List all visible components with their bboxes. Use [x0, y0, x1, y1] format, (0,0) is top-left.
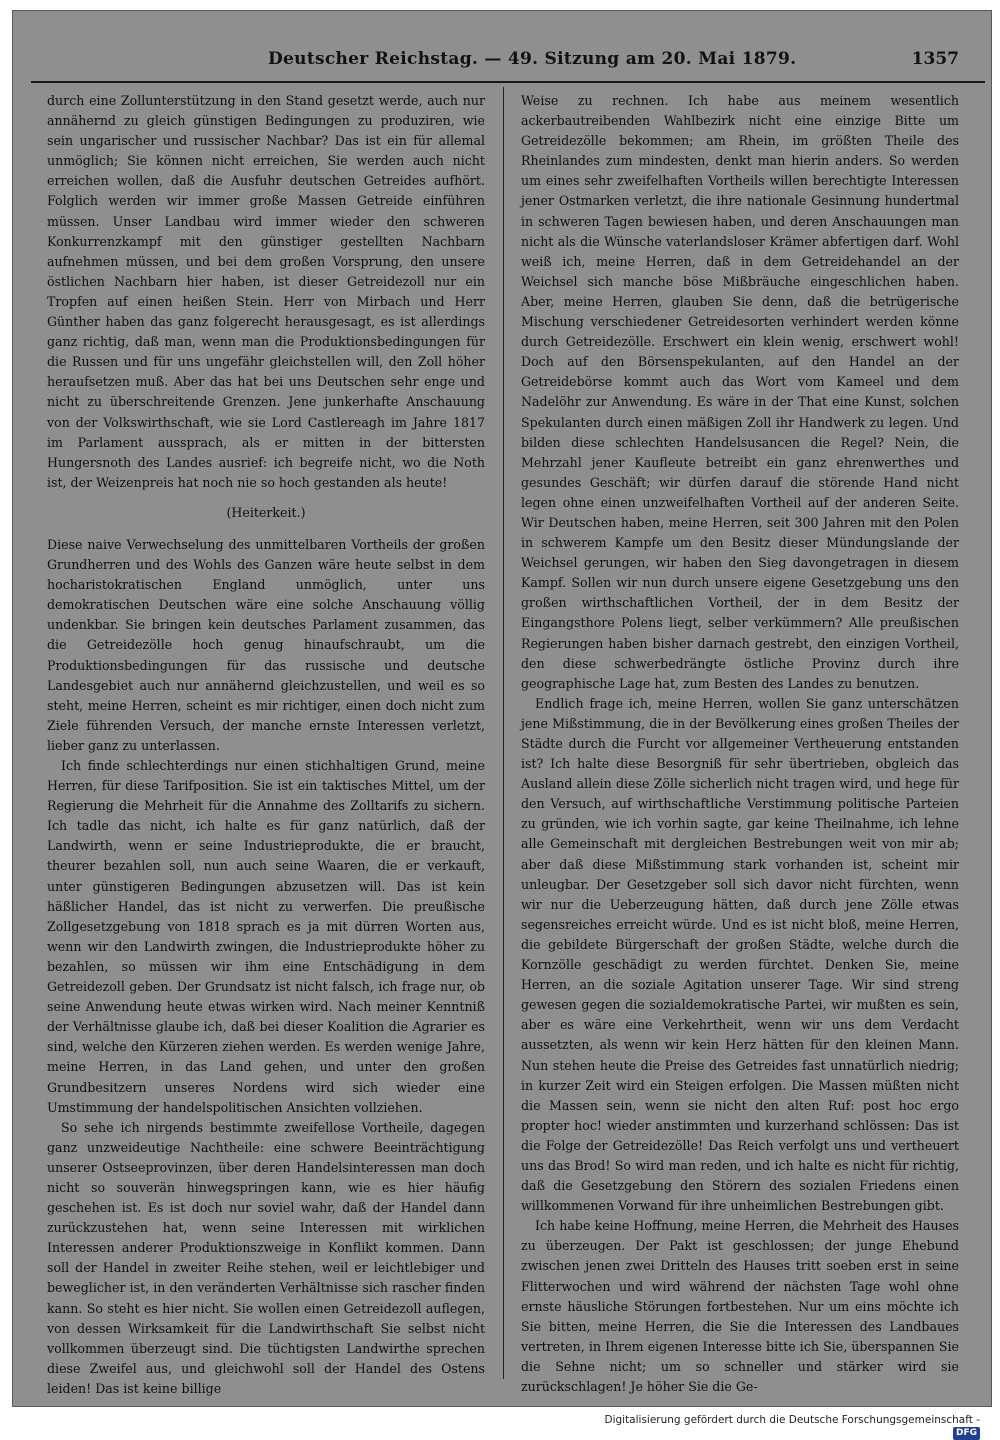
dfg-logo: DFG	[953, 1427, 980, 1440]
paragraph: Ich finde schlechterdings nur einen stichhaltigen Grund, meine Herren, für diese Tarifposition. Sie ist ein taktisches Mittel, um der Regierung die Mehrheit für die Annahme des Zolltarifs zu sichern. Ich tadle das nicht, ich halte es für ganz natürlich, daß der Landwirth, wenn er seine Industrieprodukte, die er braucht, theurer bezahlen soll, nun auch seine Waaren, die er verkauft, unter günstigeren Bedingungen abzusetzen will. Das ist kein häßlicher Handel, das ist nicht zu verwerfen. Die preußische Zollgesetzgebung von 1818 sprach es ja mit dürren Worten aus, wenn wir den Landwirth zwingen, die Industrieprodukte höher zu bezahlen, so müssen wir ihm eine Entschädigung in dem Getreidezoll geben. Der Grundsatz ist nicht falsch, ich frage nur, ob seine Anwendung heute etwas wirken wird. Nach meiner Kenntniß der Verhältnisse glaube ich, daß bei dieser Koalition die Agrarier es sind, welche den Kürzeren ziehen werden. Es werden wenige Jahre, meine Herren, in das Land gehen, und unter den großen Grundbesitzern unseres Nordens wird sich wieder eine Umstimmung der handelspolitischen Ansichten vollziehen.	[47, 758, 485, 1115]
paragraph: Endlich frage ich, meine Herren, wollen Sie ganz unterschätzen jene Mißstimmung, die in der Bevölkerung eines großen Theiles der Städte durch die Furcht vor allgemeiner Vertheuerung entstanden ist? Ich halte diese Besorgniß für sehr übertrieben, obgleich das Ausland allein diese Zölle sicherlich nicht tragen wird, und hege für den Versuch, auf wirthschaftliche Verstimmung politische Parteien zu gründen, wie ich vorhin sagte, gar keine Theilnahme, ich lehne alle Gemeinschaft mit dergleichen Bestrebungen weit von mir ab; aber daß diese Mißstimmung stark vorhanden ist, scheint mir unleugbar. Der Gesetzgeber soll sich davor nicht fürchten, wenn wir nur die Ueberzeugung hätten, daß durch jene Zölle etwas segensreiches erreicht würde. Und es ist nicht bloß, meine Herren, die gebildete Bürgerschaft der großen Städte, welche durch die Kornzölle geschädigt zu werden fürchtet. Denken Sie, meine Herren, an die soziale Agitation unserer Tage. Wir sind streng gewesen gegen die sozialdemokratische Partei, wir mußten es sein, aber es wäre eine Verkehrtheit, wenn wir uns dem Verdacht aussetzten, als wenn wir kein Herz hätten für den kleinen Mann. Nun stehen heute die Preise des Getreides fast unnatürlich niedrig; in kurzer Zeit wird ein Steigen erfolgen. Die Massen müßten nicht die Massen sein, wenn sie nicht den alten Ruf: post hoc ergo propter hoc! wieder anstimmten und kurzerhand schlössen: Das ist die Folge der Getreidezölle! Das Reich verfolgt uns und vertheuert uns das Brod! So wird man reden, und ich halte es nicht für richtig, daß die Gesetzgebung den Störern des sozialen Friedens einen willkommenen Vorwand für ihre unheimlichen Bestrebungen gibt.	[521, 695, 959, 1214]
page-number: 1357	[911, 49, 959, 69]
right-column	[521, 91, 959, 1397]
left-column	[47, 91, 485, 1399]
footer-text: Digitalisierung gefördert durch die Deutsche Forschungsgemeinschaft -	[604, 1414, 980, 1426]
paragraph: Ich habe keine Hoffnung, meine Herren, die Mehrheit des Hauses zu überzeugen. Der Pakt ist geschlossen; der junge Ehebund zwischen jenen zwei Dritteln des Hauses tritt soeben erst in seine Flitterwochen und wird während der nächsten Tage wohl ohne ernste häusliche Störungen fortbestehen. Nur um eins möchte ich Sie bitten, meine Herren, die Sie die Interessen des Landbaues vertreten, in Ihrem eigenen Interesse bitte ich Sie, überspannen Sie die Sehne nicht; um so schneller und stärker wird sie zurückschlagen! Je höher Sie die Ge-	[521, 1218, 959, 1394]
interjection: (Heiterkeit.)	[226, 504, 306, 520]
paragraph: So sehe ich nirgends bestimmte zweifellose Vortheile, dagegen ganz unzweideutige Nachtheile: eine schwere Beeinträchtigung unserer Ostseeprovinzen, über deren Handelsinteressen man doch nicht so souverän hinwegspringen kann, wie es hier häufig geschehen ist. Es ist doch nur soviel wahr, daß der Handel dann zurückzustehen hat, wenn seine Interessen mit wirklichen Interessen anderer Produktionszweige in Konflikt kommen. Dann soll der Handel in zweiter Reihe stehen, weil er leichtlebiger und beweglicher ist, in den veränderten Verhältnisse sich rascher finden kann. So steht es hier nicht. Sie wollen einen Getreidezoll auflegen, von dessen Wirksamkeit für die Landwirthschaft Sie selbst nicht vollkommen überzeugt sind. Die tüchtigsten Landwirthe sprechen diese Zweifel aus, und gleichwohl soll der Handel des Ostens leiden! Das ist keine billige	[47, 1119, 485, 1396]
paragraph: Diese naive Verwechselung des unmittelbaren Vortheils der großen Grundherren und des Wohls des Ganzen wäre heute selbst in dem hocharistokratischen England unmöglich, unter uns demokratischen Deutschen wäre eine solche Anschauung völlig undenkbar. Sie bringen kein deutsches Parlament zusammen, das die Getreidezölle hoch genug hinaufschraubt, um die Produktionsbedingungen für das russische und deutsche Landesgebiet auch nur annähernd gleichzustellen, und weil es so steht, meine Herren, scheint es mir richtiger, einen doch nicht zum Ziele führenden Versuch, der manche ernste Interessen verletzt, lieber ganz zu unterlassen.	[47, 536, 485, 753]
scanned-page	[12, 10, 992, 1407]
paragraph: Weise zu rechnen. Ich habe aus meinem wesentlich ackerbautreibenden Wahlbezirk nicht eine einzige Bitte um Getreidezölle bekommen; am Rhein, im größten Theile des Rheinlandes zum mindesten, denkt man hierin anders. So werden um eines sehr zweifelhaften Vortheils willen berechtigte Interessen jener Ostmarken verletzt, die ihre nationale Gesinnung hundertmal in schweren Tagen bewiesen haben, und deren Anschauungen man nicht als die Wünsche vaterlandsloser Krämer abfertigen darf. Wohl weiß ich, meine Herren, daß in dem Getreidehandel an der Weichsel sich manche böse Mißbräuche eingeschlichen haben. Aber, meine Herren, glauben Sie denn, daß die betrügerische Mischung verschiedener Getreidesorten verhindert werden könne durch Getreidezölle. Erschwert ein klein wenig, erschwert wohl! Doch auf den Börsenspekulanten, auf den Handel an der Getreidebörse kommt auch das Wort vom Kameel und dem Nadelöhr zur Anwendung. Es wäre in der That eine Kunst, solchen Spekulanten durch einen mäßigen Zoll ihr Handwerk zu legen. Und bilden diese schlechten Handelsusancen die Regel? Nein, die Mehrzahl jener Kaufleute betreibt ein ganz ehrenwerthes und gesundes Geschäft; wir dürfen darauf die störende Hand nicht legen ohne einen unzweifelhaften Vortheil auf der anderen Seite. Wir Deutschen haben, meine Herren, seit 300 Jahren mit den Polen in schwerem Kampfe um den Besitz dieser Mündungslande der Weichsel gerungen, wir haben den Sieg davongetragen in diesem Kampf. Sollen wir nun durch unsere eigene Gesetzgebung uns den großen wirthschaftlichen Vortheil, der in dem Besitz der Eingangsthore Polens liegt, selber verkümmern? Alle preußischen Regierungen haben bisher darnach gestrebt, den einzigen Vortheil, den diese schwerbedrängte östliche Provinz durch ihre geographische Lage hat, zum Besten des Landes zu benutzen.	[521, 93, 959, 691]
footer-credit	[600, 1414, 980, 1438]
column-divider	[503, 87, 504, 1379]
running-header	[43, 43, 973, 73]
header-rule	[31, 81, 985, 83]
paragraph: durch eine Zollunterstützung in den Stand gesetzt werde, auch nur annähernd zu gleich günstigen Bedingungen zu produziren, wie sein ungarischer und russischer Nachbar? Das ist ein für allemal unmöglich; Sie können nicht erreichen, Sie werden auch nicht erreichen wollen, daß die Ausfuhr deutschen Getreides aufhört. Folglich werden wir immer große Massen Getreide einführen müssen. Unser Landbau wird immer wieder den schweren Konkurrenzkampf mit den günstiger gestellten Nachbarn aufnehmen müssen, und bei dem großen Vorsprung, den unsere östlichen Nachbarn hier haben, ist dieser Getreidezoll nur ein Tropfen auf einen heißen Stein. Herr von Mirbach und Herr Günther haben das ganz folgerecht herausgesagt, es ist allerdings ganz richtig, daß man, wenn man die Produktionsbedingungen für die Russen und für uns ungefähr gleichstellen will, den Zoll höher heraufsetzen muß. Aber das hat bei uns Deutschen sehr enge und nicht zu überschreitende Grenzen. Jene junkerhafte Anschauung von der Volkswirthschaft, wie sie Lord Castlereagh im Jahre 1817 im Parlament aussprach, als er mitten in der bittersten Hungersnoth des Landes ausrief: ich begreife nicht, wo die Noth ist, der Weizenpreis hat noch nie so hoch gestanden als heute!	[47, 93, 485, 490]
header-title: Deutscher Reichstag. — 49. Sitzung am 20. Mai 1879.	[268, 49, 797, 69]
